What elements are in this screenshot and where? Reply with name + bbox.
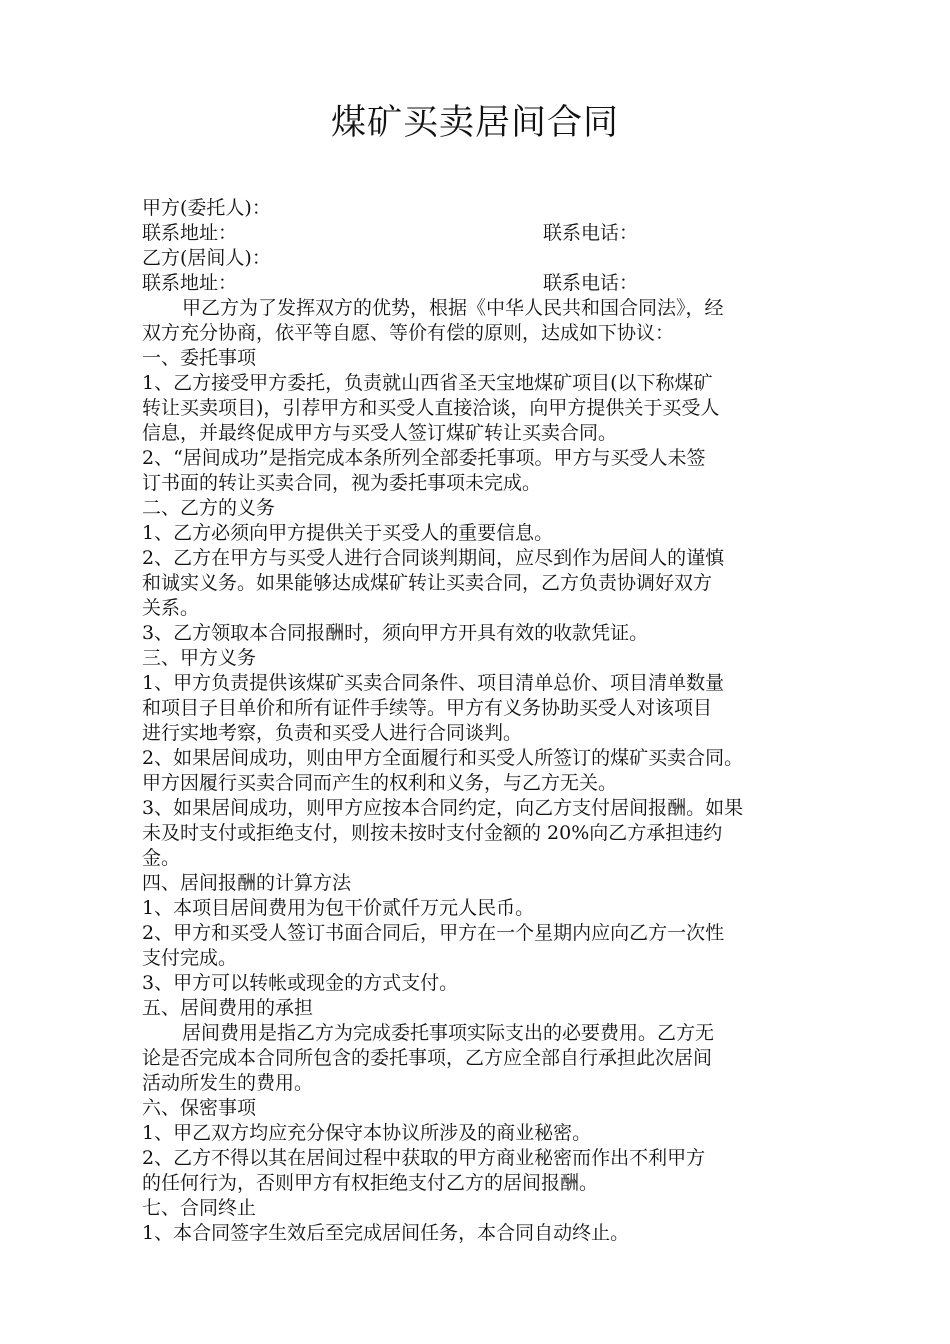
clause-line: 1、乙方接受甲方委托，负责就山西省圣天宝地煤矿项目(以下称煤矿: [142, 372, 713, 394]
section-heading: 二、乙方的义务: [142, 497, 276, 519]
clause-line: 1、乙方必须向甲方提供关于买受人的重要信息。: [142, 522, 554, 544]
clause-line: 1、本项目居间费用为包干价贰仟万元人民币。: [142, 897, 535, 919]
party-b-contact-row: [142, 271, 822, 296]
clause-line: 2、如果居间成功，则由甲方全面履行和买受人所签订的煤矿买卖合同。: [142, 747, 744, 769]
intro-line: 双方充分协商，依平等自愿、等价有偿的原则，达成如下协议：: [142, 322, 675, 344]
party-b-phone-label: 联系电话：: [543, 272, 639, 294]
clause-line: 和项目子目单价和所有证件手续等。甲方有义务协助买受人对该项目: [142, 697, 713, 719]
clause-line: 关系。: [142, 597, 200, 619]
document-title: 煤矿买卖居间合同: [330, 103, 619, 143]
clause-line: 居间费用是指乙方为完成委托事项实际支出的必要费用。乙方无: [182, 1022, 715, 1044]
party-b-label: 乙方(居间人)：: [142, 247, 271, 269]
clause-line: 2、“居间成功”是指完成本条所列全部委托事项。甲方与买受人未签: [142, 447, 706, 469]
clause-line: 的任何行为，否则甲方有权拒绝支付乙方的居间报酬。: [142, 1172, 599, 1194]
document-body: [142, 196, 822, 1246]
clause-line: 3、乙方领取本合同报酬时，须向甲方开具有效的收款凭证。: [142, 622, 649, 644]
clause-line: 订书面的转让买卖合同，视为委托事项未完成。: [142, 472, 542, 494]
party-a-label: 甲方(委托人)：: [142, 197, 271, 219]
party-b-address-label: 联系地址：: [142, 272, 238, 294]
clause-line: 2、乙方在甲方与买受人进行合同谈判期间，应尽到作为居间人的谨慎: [142, 547, 725, 569]
clause-line: 和诚实义务。如果能够达成煤矿转让买卖合同，乙方负责协调好双方: [142, 572, 713, 594]
clause-line: 论是否完成本合同所包含的委托事项，乙方应全部自行承担此次居间: [142, 1047, 713, 1069]
clause-line: 1、甲方负责提供该煤矿买卖合同条件、项目清单总价、项目清单数量: [142, 672, 725, 694]
clause-line: 2、乙方不得以其在居间过程中获取的甲方商业秘密而作出不利甲方: [142, 1147, 706, 1169]
section-heading: 七、合同终止: [142, 1197, 257, 1219]
party-a-address-label: 联系地址：: [142, 222, 238, 244]
section-heading: 五、居间费用的承担: [142, 997, 314, 1019]
section-heading: 四、居间报酬的计算方法: [142, 872, 352, 894]
intro-line: 甲乙方为了发挥双方的优势，根据《中华人民共和国合同法》，经: [182, 297, 724, 319]
clause-line: 进行实地考察，负责和买受人进行合同谈判。: [142, 722, 523, 744]
clause-line: 1、本合同签字生效后至完成居间任务，本合同自动终止。: [142, 1222, 630, 1244]
party-a-phone-label: 联系电话：: [543, 222, 639, 244]
clause-line: 支付完成。: [142, 947, 238, 969]
clause-line: 甲方因履行买卖合同而产生的权利和义务，与乙方无关。: [142, 772, 618, 794]
clause-line: 转让买卖项目)，引荐甲方和买受人直接洽谈，向甲方提供关于买受人: [142, 397, 720, 419]
clause-line: 信息，并最终促成甲方与买受人签订煤矿转让买卖合同。: [142, 422, 618, 444]
clause-line: 未及时支付或拒绝支付，则按未按时支付金额的 20%向乙方承担违约: [142, 822, 723, 844]
clause-line: 活动所发生的费用。: [142, 1072, 314, 1094]
clause-line: 金。: [142, 847, 181, 869]
clause-line: 3、甲方可以转帐或现金的方式支付。: [142, 972, 459, 994]
clause-line: 3、如果居间成功，则甲方应按本合同约定，向乙方支付居间报酬。如果: [142, 797, 744, 819]
clause-line: 1、甲乙双方均应充分保守本协议所涉及的商业秘密。: [142, 1122, 592, 1144]
party-a-contact-row: [142, 221, 822, 246]
section-heading: 三、甲方义务: [142, 647, 257, 669]
section-heading: 一、委托事项: [142, 347, 257, 369]
section-heading: 六、保密事项: [142, 1097, 257, 1119]
clause-line: 2、甲方和买受人签订书面合同后，甲方在一个星期内应向乙方一次性: [142, 922, 725, 944]
